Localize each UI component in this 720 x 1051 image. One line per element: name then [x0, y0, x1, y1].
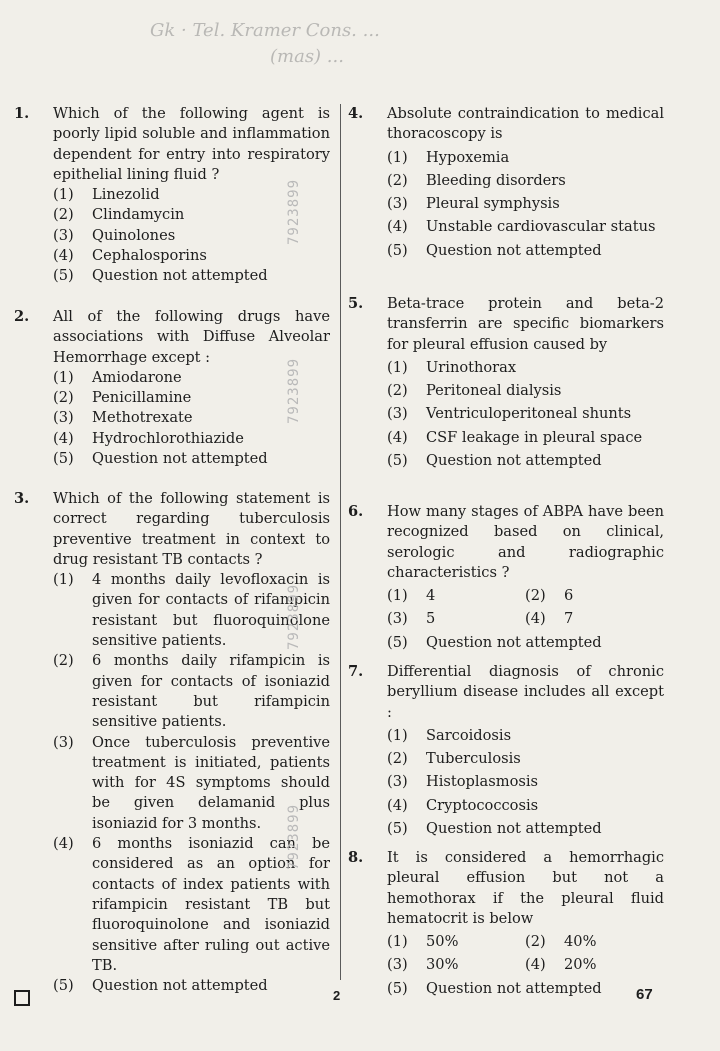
- question-4: [348, 104, 664, 261]
- question-1: [14, 104, 330, 287]
- question-number: 5.: [348, 295, 364, 312]
- option-grid: [387, 932, 664, 976]
- question-stem: It is considered a hemorrhagic pleural effusion but not a hemothorax if the pleural fluid hematocrit is below: [387, 849, 664, 927]
- option-5[interactable]: (5) Question not attempted: [53, 267, 268, 285]
- question-number: 6.: [348, 503, 364, 520]
- option-1[interactable]: (1) Urinothorax: [387, 358, 517, 376]
- series-code: 67: [636, 986, 653, 1003]
- option-3[interactable]: (3) Histoplasmosis: [387, 773, 539, 791]
- handwriting-line-2: (mas) ...: [270, 46, 344, 67]
- question-2: [14, 307, 330, 469]
- question-stem: All of the following drugs have associations with Diffuse Alveolar Hemorrhage except :: [53, 308, 330, 366]
- option-4[interactable]: (4) 20%: [525, 956, 597, 974]
- page-number: 2: [333, 988, 341, 1003]
- serial-stamp: 7923899: [286, 357, 302, 424]
- serial-stamp: 7923899: [286, 803, 302, 870]
- option-2[interactable]: (2) 6: [525, 587, 574, 605]
- option-5[interactable]: (5) Question not attempted: [387, 820, 602, 838]
- option-5[interactable]: (5) Question not attempted: [387, 633, 602, 651]
- question-5: [348, 294, 664, 471]
- option-3[interactable]: (3) 30%: [387, 956, 459, 974]
- option-5[interactable]: (5) Question not attempted: [53, 450, 268, 468]
- question-number: 3.: [14, 490, 30, 507]
- option-5[interactable]: (5) Question not attempted: [387, 979, 602, 997]
- question-number: 7.: [348, 663, 364, 680]
- question-stem: Which of the following agent is poorly lipid soluble and inflammation dependent for entry into respiratory epithelial lining fluid ?: [53, 105, 330, 183]
- question-7: [348, 662, 664, 839]
- option-4[interactable]: (4) Cryptococcosis: [387, 796, 539, 814]
- option-4[interactable]: (4) 7: [525, 610, 574, 628]
- option-3[interactable]: (3) Ventriculoperitoneal shunts: [387, 405, 632, 423]
- option-4[interactable]: (4) 6 months isoniazid can be considered as an option for contacts of index patients with rifampicin resistant TB but fluoroquinolone and isoniazid sensitive after ruling out active TB.: [53, 835, 330, 974]
- option-2[interactable]: (2) Tuberculosis: [387, 750, 521, 768]
- option-1[interactable]: (1) Linezolid: [53, 186, 160, 204]
- column-divider: [340, 104, 341, 980]
- option-3[interactable]: (3) Methotrexate: [53, 409, 193, 427]
- serial-stamp: 7923899: [286, 583, 302, 650]
- option-1[interactable]: (1) 4 months daily levofloxacin is given for contacts of rifampicin resistant but fluoroquinolone sensitive patients.: [53, 571, 330, 650]
- option-4[interactable]: (4) Cephalosporins: [53, 247, 207, 265]
- option-3[interactable]: (3) 5: [387, 610, 436, 628]
- option-4[interactable]: (4) CSF leakage in pleural space: [387, 428, 643, 446]
- option-2[interactable]: (2) 40%: [525, 933, 597, 951]
- question-number: 1.: [14, 105, 30, 122]
- question-number: 4.: [348, 105, 364, 122]
- option-1[interactable]: (1) Hypoxemia: [387, 148, 510, 166]
- serial-stamp: 7923899: [286, 178, 302, 245]
- question-stem: Beta-trace protein and beta-2 transferrin are specific biomarkers for pleural effusion caused by: [387, 295, 664, 353]
- option-4[interactable]: (4) Unstable cardiovascular status: [387, 218, 656, 236]
- option-grid: [387, 586, 664, 630]
- option-1[interactable]: (1) Sarcoidosis: [387, 726, 512, 744]
- option-1[interactable]: (1) 50%: [387, 933, 459, 951]
- question-number: 8.: [348, 849, 364, 866]
- handwriting-line-1: Gk · Tel. Kramer Cons. ...: [150, 20, 380, 41]
- option-2[interactable]: (2) 6 months daily rifampicin is given for contacts of isoniazid resistant but rifampicin sensitive patients.: [53, 652, 330, 731]
- question-3: [14, 489, 330, 996]
- question-stem: Absolute contraindication to medical thoracoscopy is: [387, 105, 664, 143]
- question-stem: How many stages of ABPA have been recognized based on clinical, serologic and radiographic characteristics ?: [387, 503, 664, 581]
- option-2[interactable]: (2) Bleeding disorders: [387, 171, 566, 189]
- question-8: [348, 848, 664, 999]
- handwritten-notes: [150, 18, 650, 98]
- option-3[interactable]: (3) Pleural symphysis: [387, 195, 560, 213]
- option-5[interactable]: (5) Question not attempted: [387, 241, 602, 259]
- option-4[interactable]: (4) Hydrochlorothiazide: [53, 429, 244, 447]
- footer-square-marker: [14, 990, 30, 1006]
- option-3[interactable]: (3) Once tuberculosis preventive treatment is initiated, patients with for 4S symptoms should be given delamanid plus isoniazid for 3 months.: [53, 733, 330, 832]
- option-5[interactable]: (5) Question not attempted: [53, 977, 268, 995]
- question-stem: Which of the following statement is correct regarding tuberculosis preventive treatment in context to drug resistant TB contacts ?: [53, 490, 330, 568]
- option-5[interactable]: (5) Question not attempted: [387, 452, 602, 470]
- option-1[interactable]: (1) 4: [387, 587, 436, 605]
- option-2[interactable]: (2) Clindamycin: [53, 206, 185, 224]
- option-2[interactable]: (2) Peritoneal dialysis: [387, 382, 562, 400]
- question-6: [348, 502, 664, 653]
- option-3[interactable]: (3) Quinolones: [53, 226, 176, 244]
- option-2[interactable]: (2) Penicillamine: [53, 389, 192, 407]
- option-1[interactable]: (1) Amiodarone: [53, 368, 182, 386]
- question-number: 2.: [14, 308, 30, 325]
- question-stem: Differential diagnosis of chronic beryllium disease includes all except :: [387, 663, 664, 721]
